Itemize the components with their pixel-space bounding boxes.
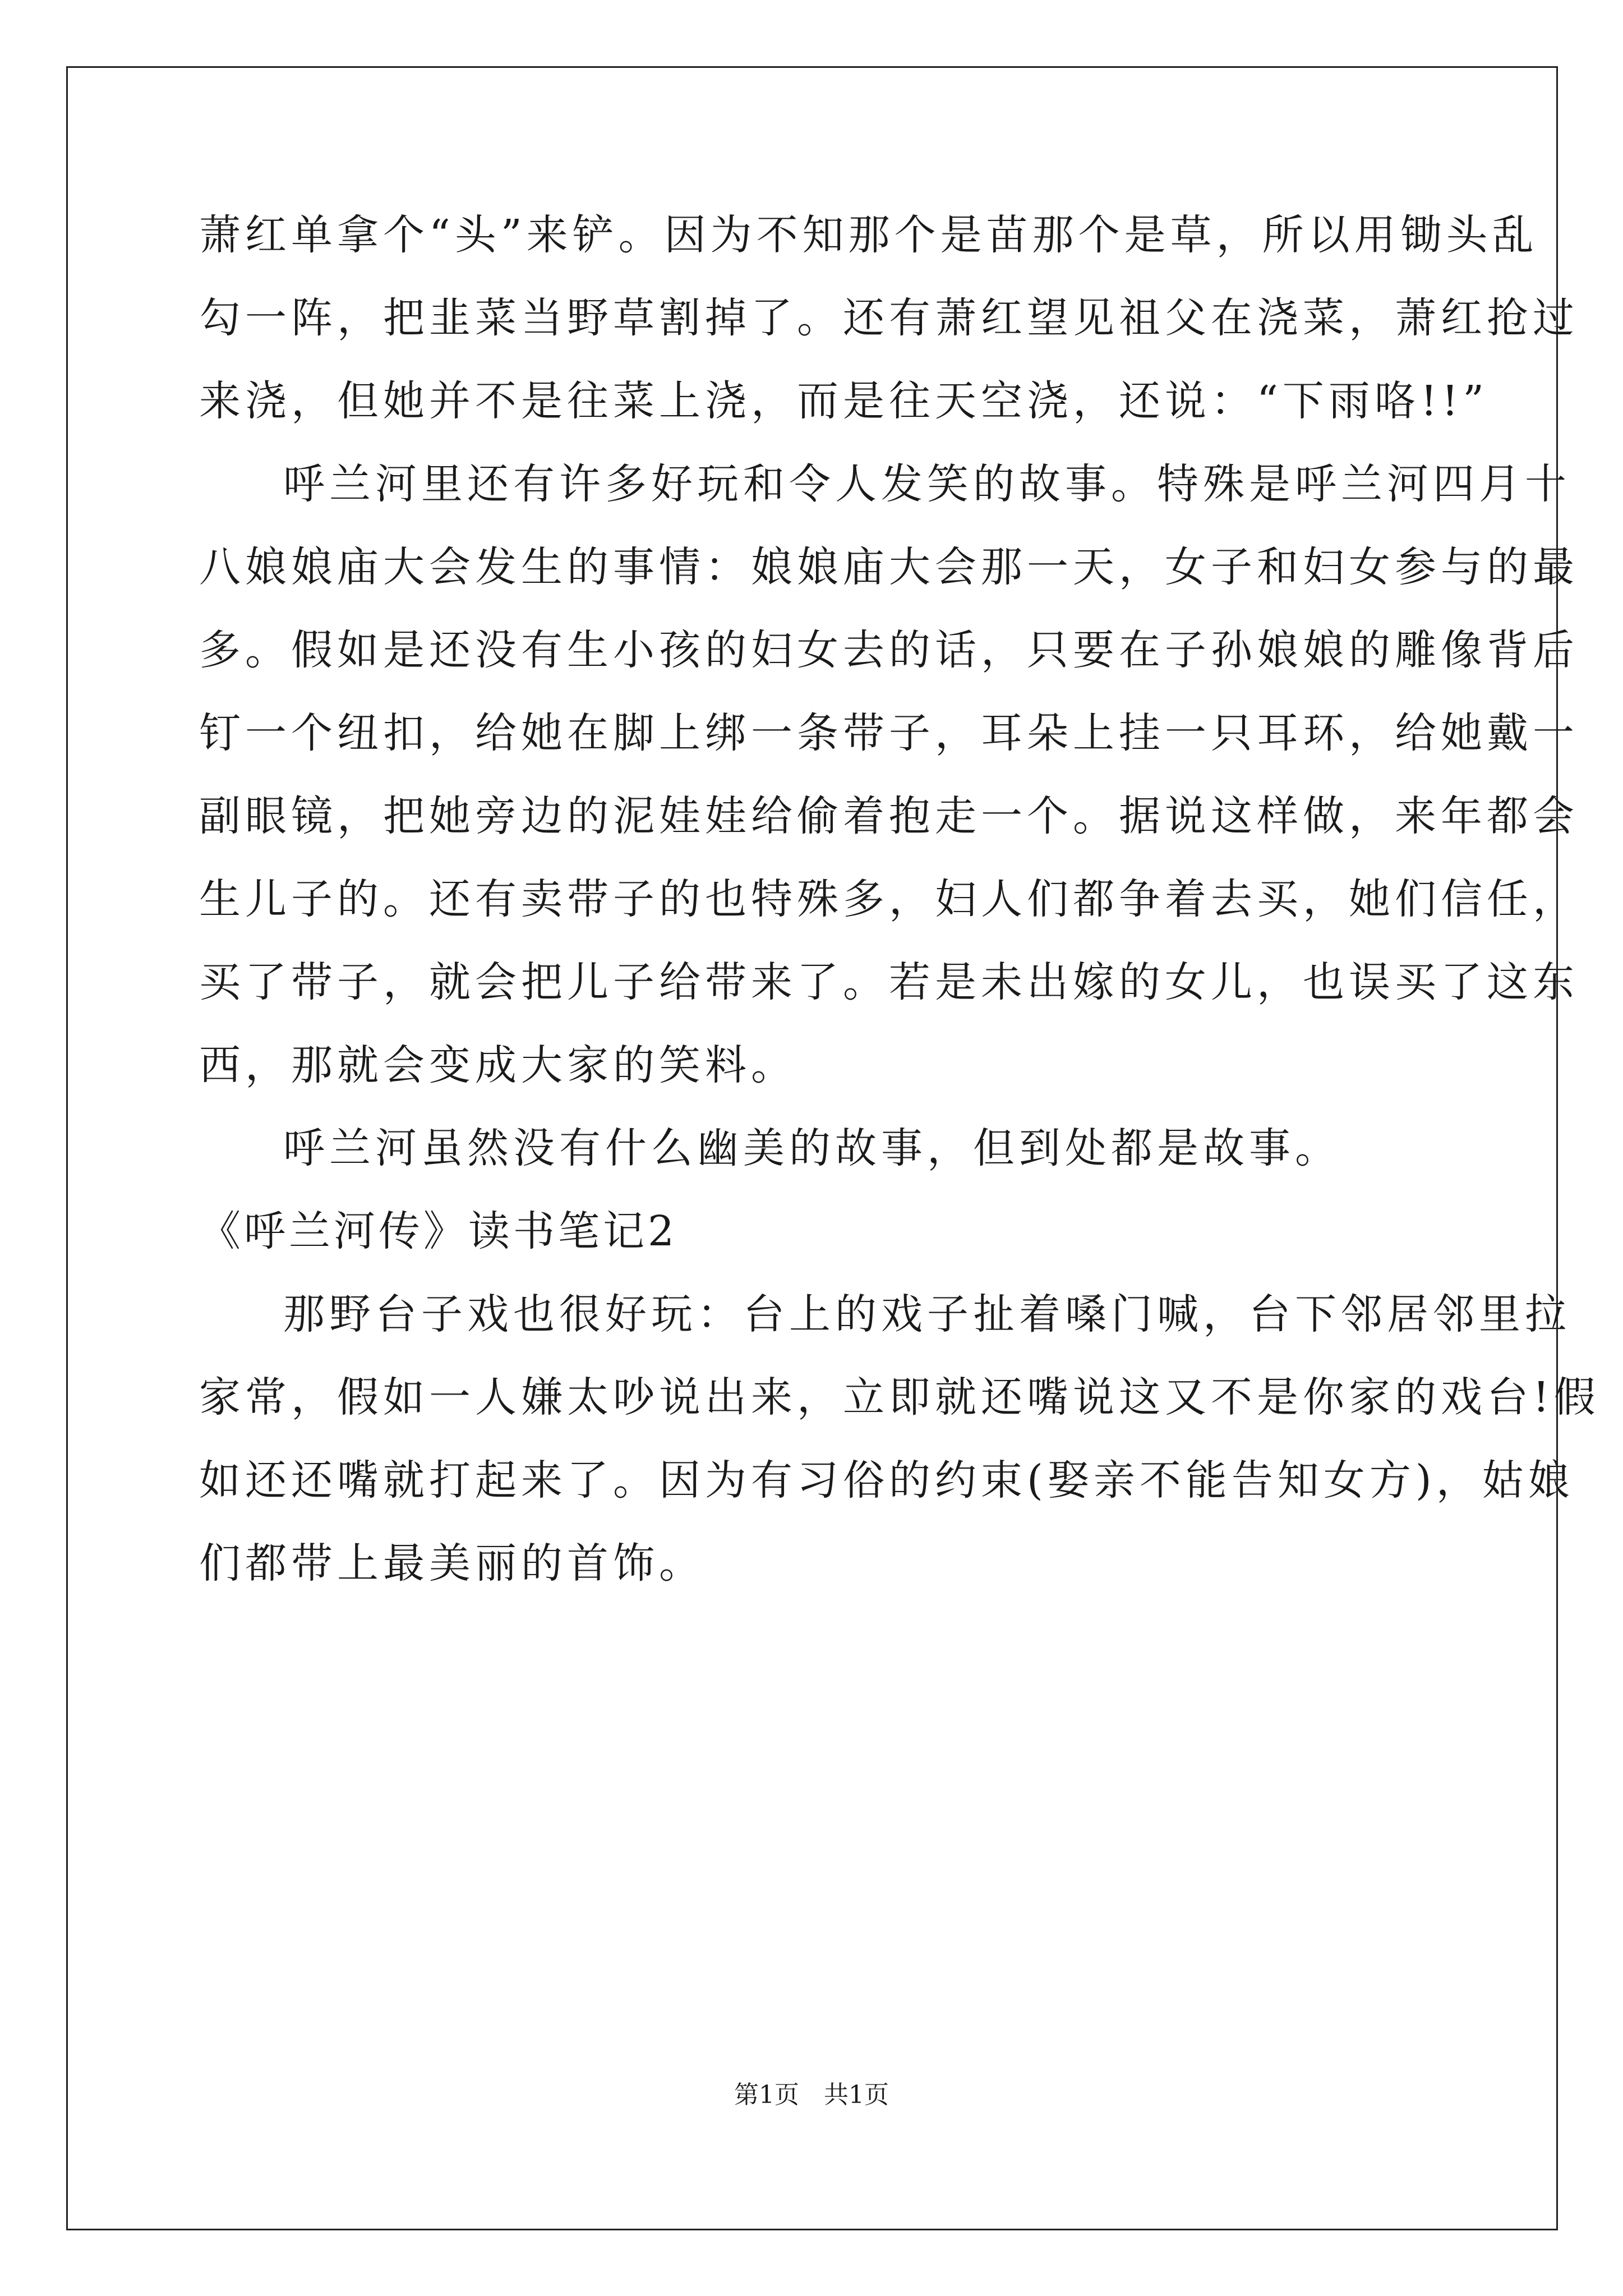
text-line: 萧红单拿个“头”来铲。因为不知那个是苗那个是草，所以用锄头乱 [199,211,1538,259]
text-line: 家常，假如一人嫌太吵说出来，立即就还嘴说这又不是你家的戏台!假 [199,1373,1600,1421]
text-line: 买了带子，就会把儿子给带来了。若是未出嫁的女儿，也误买了这东 [199,958,1579,1006]
text-line: 勾一阵，把韭菜当野草割掉了。还有萧红望见祖父在浇菜，萧红抢过 [199,294,1579,342]
text-line: 生儿子的。还有卖带子的也特殊多，妇人们都争着去买，她们信任， [199,875,1579,923]
text-line: 那野台子戏也很好玩：台上的戏子扯着嗓门喊，台下邻居邻里拉 [283,1290,1571,1338]
text-line: 如还还嘴就打起来了。因为有习俗的约束(娶亲不能告知女方)，姑娘 [199,1456,1574,1504]
text-line: 钉一个纽扣，给她在脚上绑一条带子，耳朵上挂一只耳环，给她戴一 [199,709,1579,757]
page-number-footer: 第1页 共1页 [734,2081,889,2109]
section-heading: 《呼兰河传》读书笔记2 [199,1207,678,1255]
text-line: 西，那就会变成大家的笑料。 [199,1041,797,1089]
text-line: 呼兰河里还有许多好玩和令人发笑的故事。特殊是呼兰河四月十 [283,460,1571,508]
text-line: 们都带上最美丽的首饰。 [199,1539,705,1588]
document-body [199,194,1600,1605]
text-line: 多。假如是还没有生小孩的妇女去的话，只要在子孙娘娘的雕像背后 [199,626,1579,674]
text-line: 呼兰河虽然没有什么幽美的故事，但到处都是故事。 [283,1124,1341,1172]
text-line: 来浇，但她并不是往菜上浇，而是往天空浇，还说：“下雨咯!!” [199,377,1489,425]
text-line: 八娘娘庙大会发生的事情：娘娘庙大会那一天，女子和妇女参与的最 [199,543,1579,591]
text-line: 副眼镜，把她旁边的泥娃娃给偷着抱走一个。据说这样做，来年都会 [199,792,1579,840]
